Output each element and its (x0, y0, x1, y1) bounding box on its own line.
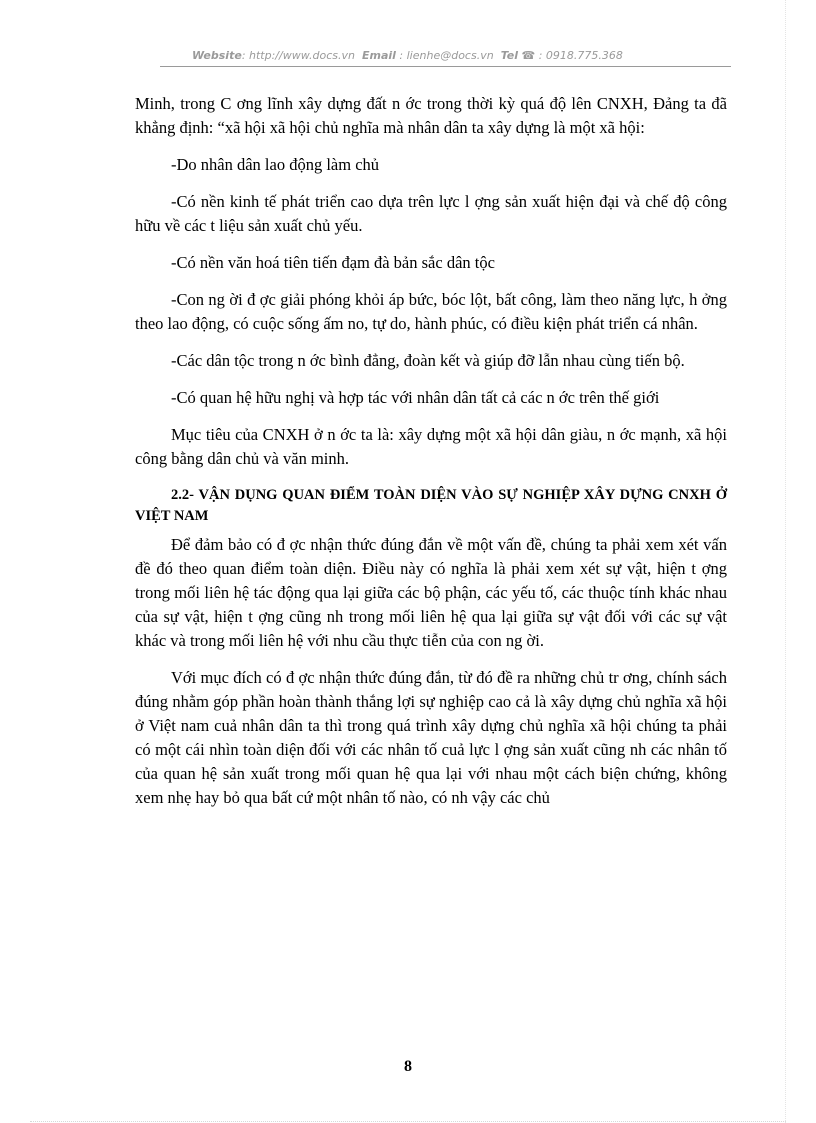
list-item: -Do nhân dân lao động làm chủ (171, 155, 380, 174)
side-dotted-border (785, 0, 786, 1123)
paragraph: Với mục đích có đ ợc nhận thức đúng đắn, từ đó đề ra những chủ tr ơng, chính sách đúng nhằm góp phần hoàn thành thắng lợi sự nghiệp cao cả là xây dựng chủ nghĩa xã hội ở Việt nam cuả nhân dân ta thì trong quá trình xây dựng chủ nghĩa xã hội chúng ta phải có một cái nhìn toàn diện đối với các nhân tố cuả lực l ợng sản xuất cũng nh các nhân tố của quan hệ sản xuất trong mối quan hệ qua lại với nhau một cách biện chứng, không xem nhẹ hay bỏ qua bất cứ một nhân tố nào, có nh vậy các chủ (135, 668, 727, 807)
paragraph: Để đảm bảo có đ ợc nhận thức đúng đắn về một vấn đề, chúng ta phải xem xét vấn đề đó theo quan điểm toàn diện. Điều này có nghĩa là phải xem xét sự vật, hiện t ợng trong mối liên hệ tác động qua lại giữa các bộ phận, các yếu tố, các thuộc tính khác nhau của sự vật, hiện t ợng cũng nh trong mối liên hệ qua lại giữa sự vật đối với các sự vật khác và trong mối liên hệ với nhu cầu thực tiễn của con ng ời. (135, 535, 727, 650)
document-body (135, 92, 727, 810)
list-item: -Có quan hệ hữu nghị và hợp tác với nhân dân tất cả các n ớc trên thế giới (171, 388, 660, 407)
email-value[interactable]: : lienhe@docs.vn (399, 49, 494, 62)
list-item: -Con ng ời đ ợc giải phóng khỏi áp bức, bóc lột, bất công, làm theo năng lực, h ởng theo lao động, có cuộc sống ấm no, tự do, hành phúc, có điều kiện phát triển cá nhân. (135, 290, 727, 333)
header-divider (160, 66, 731, 67)
website-value[interactable]: : http://www.docs.vn (241, 49, 355, 62)
list-item: -Có nền văn hoá tiên tiến đạm đà bản sắc dân tộc (171, 253, 495, 272)
paragraph-continuation: Minh, trong C ơng lĩnh xây dựng đất n ớc trong thời kỳ quá độ lên CNXH, Đảng ta đã khẳng định: “xã hội xã hội chủ nghĩa mà nhân dân ta xây dựng là một xã hội: (135, 94, 727, 137)
email-label: Email (361, 49, 396, 62)
bottom-dotted-border (30, 1121, 786, 1122)
list-item: -Các dân tộc trong n ớc bình đẳng, đoàn kết và giúp đỡ lẫn nhau cùng tiến bộ. (171, 351, 685, 370)
list-item: -Có nền kinh tế phát triển cao dựa trên lực l ợng sản xuất hiện đại và chế độ công hữu về các t liệu sản xuất chủ yếu. (135, 192, 727, 235)
page-header (192, 49, 732, 62)
tel-value: ☎ : 0918.775.368 (521, 49, 623, 62)
paragraph: Mục tiêu của CNXH ở n ớc ta là: xây dựng một xã hội dân giàu, n ớc mạnh, xã hội công bằng dân chủ và văn minh. (135, 425, 727, 468)
page-number: 8 (404, 1058, 412, 1075)
section-heading: 2.2- VẬN DỤNG QUAN ĐIỂM TOÀN DIỆN VÀO SỰ NGHIỆP XÂY DỰNG CNXH Ở VIỆT NAM (135, 487, 727, 524)
tel-label: Tel (500, 49, 519, 62)
website-label: Website (192, 49, 242, 62)
